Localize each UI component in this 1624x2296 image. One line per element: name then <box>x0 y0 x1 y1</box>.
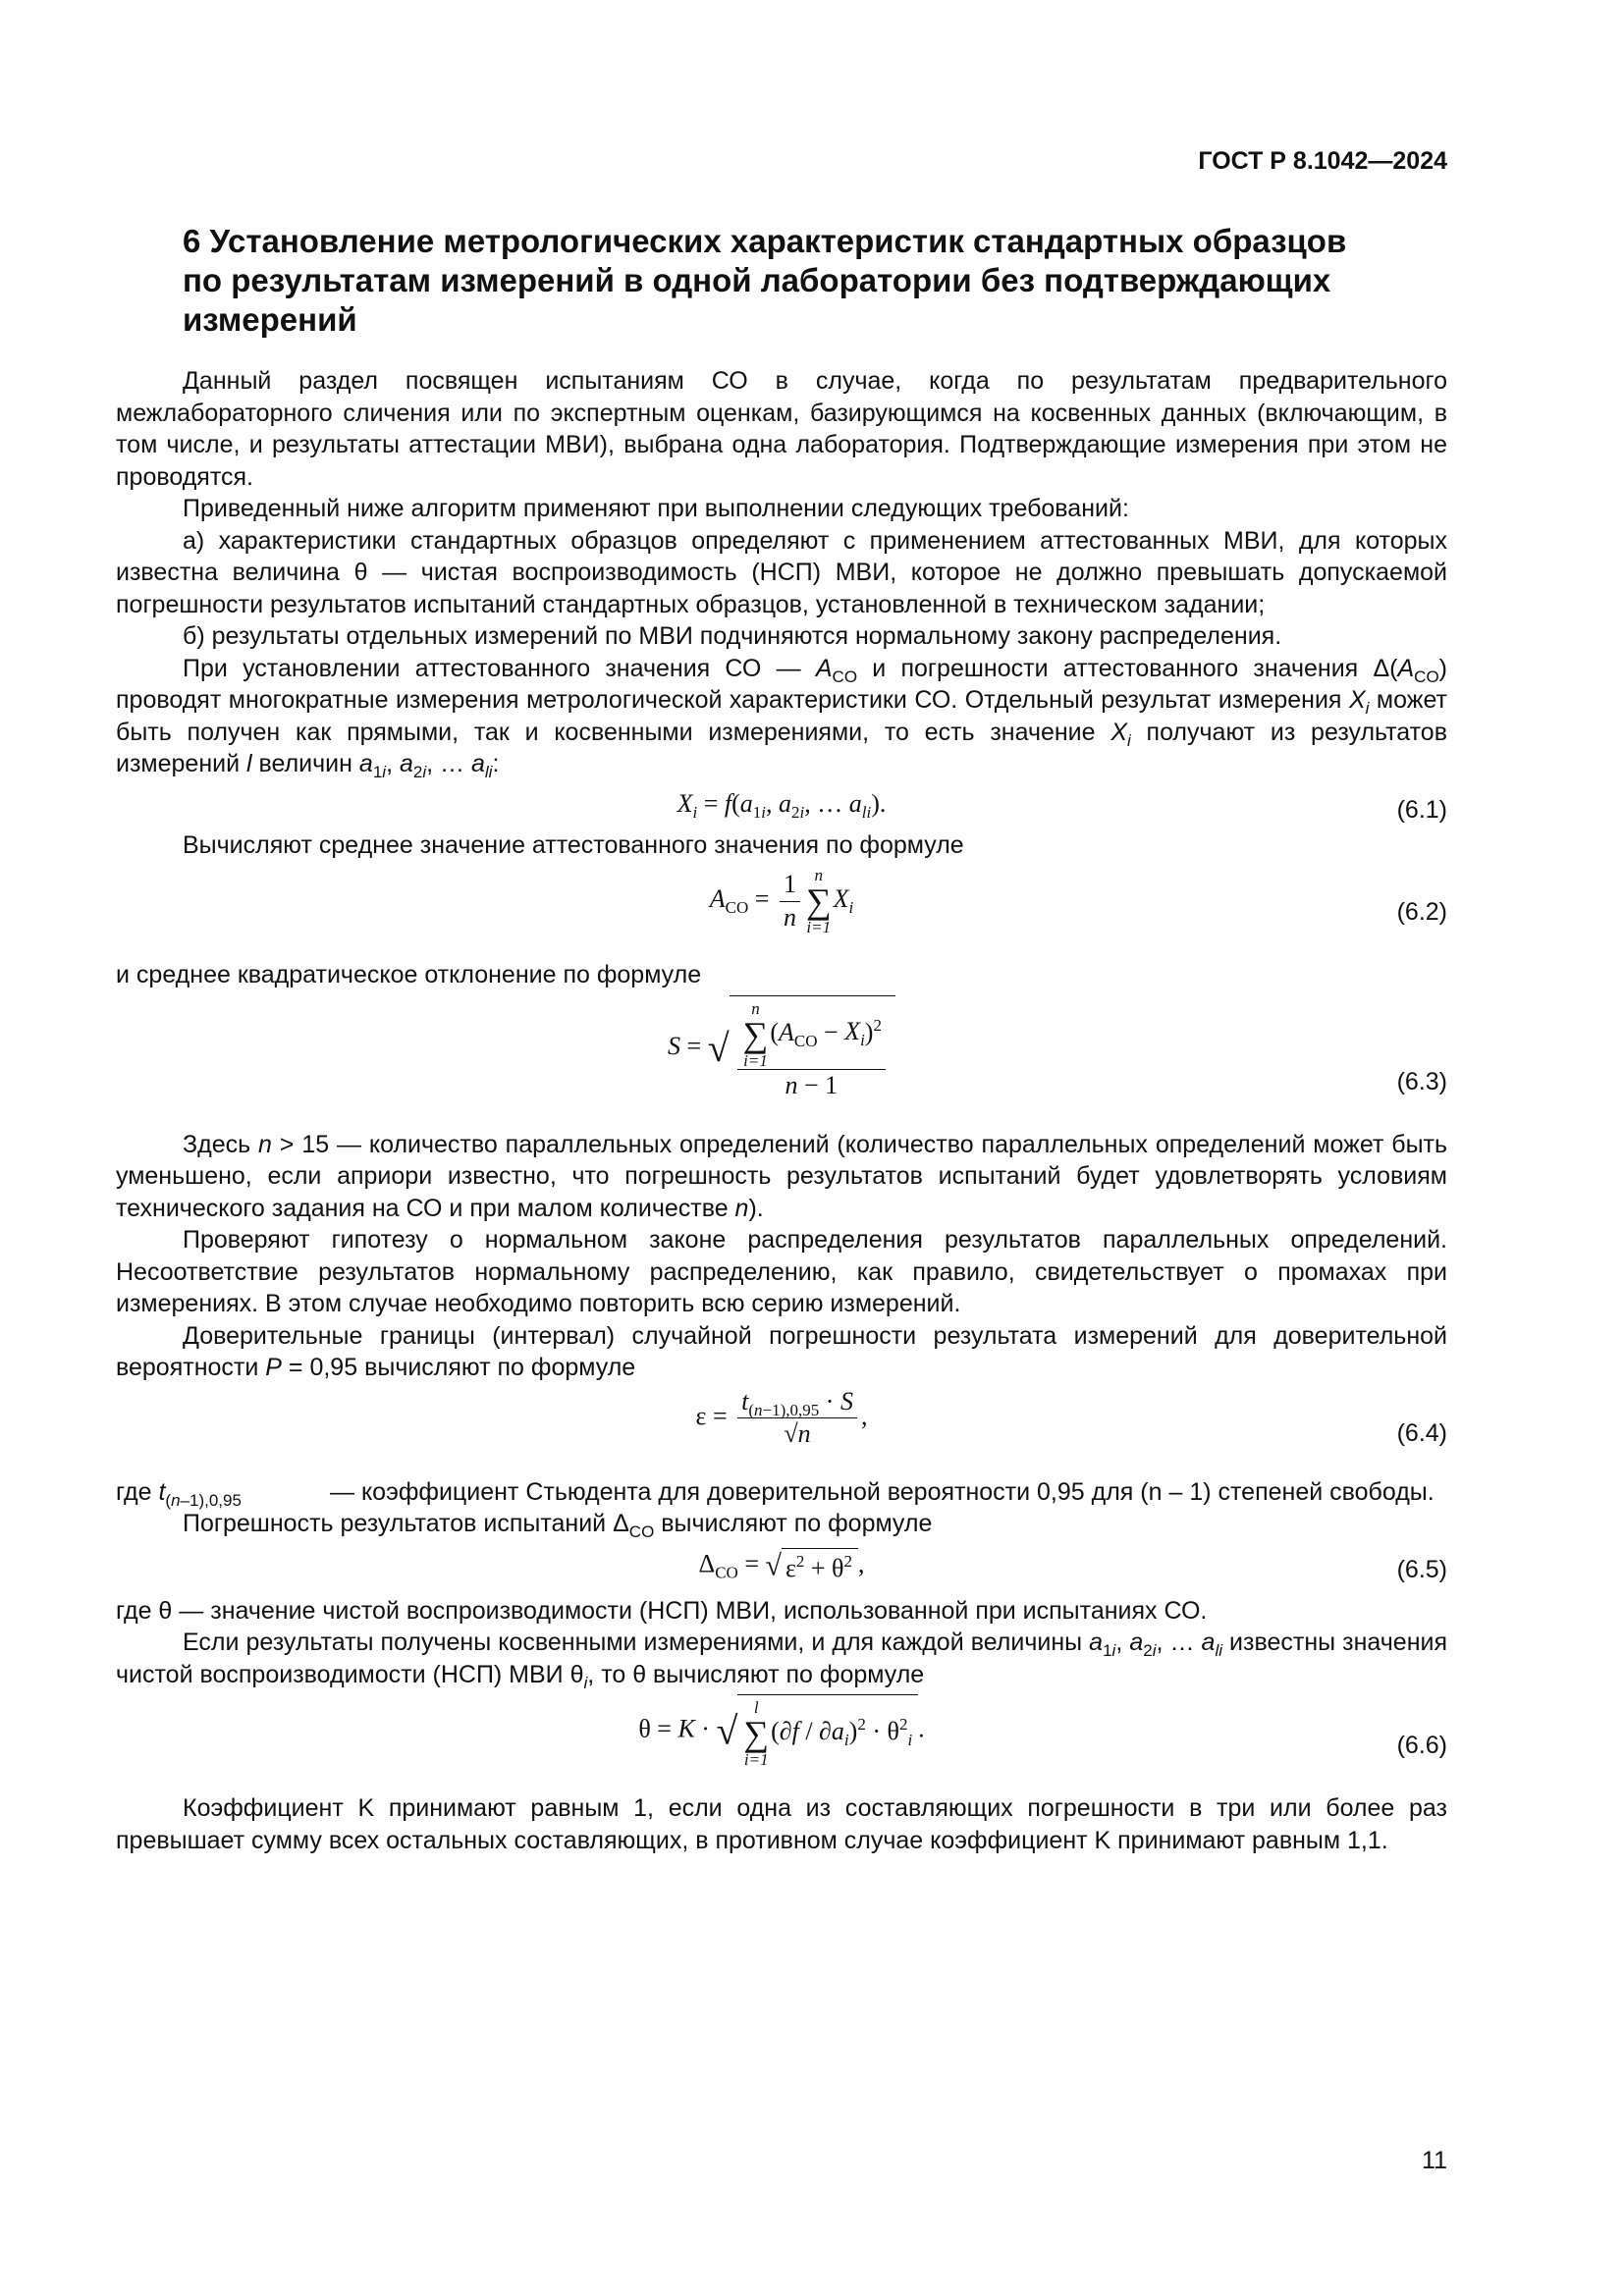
where-clause: где $t_{(n-1),0,95}$ — коэффициент Стьюдента для доверительной вероятности 0,95 для (n – 1) степеней свободы. <box>116 1477 1435 1510</box>
formula-6-5: $\Delta_{CO}$ = √ $\varepsilon^2 + \theta^2$ , (6.5) <box>116 1540 1447 1595</box>
formula-6-3: S = √ n ∑ i=1 $(A_{CO} - X_i)^2$ n − 1 (6.3) <box>116 991 1447 1129</box>
paragraph: Если результаты получены косвенными измерениями, и для каждой величины $a_{1i}$, $a_{2i}$, … $a_{li}$ известны значения чистой воспроизводимости (НСП) МВИ $\theta_i$, то θ вычисляют по формуле <box>116 1629 1448 1692</box>
paragraph: Здесь n > 15 — количество параллельных определений (количество параллельных определений может быть уменьшено, если априори известно, что погрешность результатов испытаний будет удовлетворять условиям технического задания на СО и при малом количестве n). <box>116 1130 1448 1222</box>
formula-number: (6.5) <box>1396 1555 1447 1583</box>
formula-6-2: $A_{CO}$ = $\frac{1}{n}$ n ∑ i=1 $X_i$ (6.2) <box>709 866 1447 936</box>
paragraph: Погрешность результатов испытаний $\Delta_{CO}$ вычисляют по формуле <box>183 1510 933 1541</box>
paragraph: и среднее квадратическое отклонение по формуле <box>116 961 702 988</box>
formula-number: (6.6) <box>1396 1732 1447 1759</box>
formula-number: (6.2) <box>1396 898 1447 926</box>
section-body <box>116 365 1447 1856</box>
where-clause: где θ — значение чистой воспроизводимости (НСП) МВИ, использованной при испытаниях СО. <box>116 1596 1208 1625</box>
formula-number: (6.1) <box>1396 795 1447 824</box>
standard-designation: ГОСТ Р 8.1042—2024 <box>1198 147 1447 175</box>
formula-6-6: θ = K · √ l ∑ i=1 $(\partial f / \partial a_i)^2 \cdot \theta^2_i$ . (6.6) <box>116 1690 1447 1792</box>
paragraph: При установлении аттестованного значения СО — $A_{CO}$ и погрешности аттестованного значения $\Delta(A_{CO})$ проводят многократные измерения метрологической характеристики СО. Отдельный результат измерения $X_i$ может быть получен как прямыми, так и косвенными измерениями, то есть значение $X_i$ получают из результатов измерений l величин $a_{1i}$, $a_{2i}$, … $a_{li}$: <box>116 654 1447 781</box>
paragraph: Коэффициент K принимают равным 1, если одна из составляющих погрешности в три или более раз превышает сумму всех остальных составляющих, в противном случае коэффициент K принимают равным 1,1. <box>116 1794 1447 1854</box>
paragraph: Данный раздел посвящен испытаниям СО в случае, когда по результатам предварительного межлабораторного сличения или по экспертным оценкам, базирующимся на косвенных данных (включающим, в том числе, и результаты аттестации МВИ), выбрана одна лаборатория. Подтверждающие измерения при этом не проводятся. <box>116 367 1447 491</box>
section-title: 6 Установление метрологических характеристик стандартных образцов по результатам измерений в одной лаборатории без подтверждающих измерений <box>183 223 1347 338</box>
page-number: 11 <box>1422 2147 1447 2174</box>
paragraph: Приведенный ниже алгоритм применяют при выполнении следующих требований: <box>183 495 1129 522</box>
paragraph: Вычисляют среднее значение аттестованного значения по формуле <box>183 830 964 859</box>
formula-number: (6.3) <box>1396 1067 1447 1095</box>
paragraph: Доверительные границы (интервал) случайной погрешности результата измерений для доверительной вероятности P = 0,95 вычисляют по формуле <box>116 1321 1447 1381</box>
formula-6-4: ε = $\frac{t_{(n-1),0,95} \cdot S}{√n}$ , (6.4) <box>695 1386 1447 1448</box>
formula-6-1: $X_i = f(a_{1i}$, $a_{2i}$, … $a_{li}$). (6.1) <box>116 780 1447 829</box>
list-item-b: б) результаты отдельных измерений по МВИ подчиняются нормальному закону распределения. <box>183 622 1282 650</box>
formula-number: (6.4) <box>1396 1418 1447 1447</box>
list-item-a: а) характеристики стандартных образцов определяют с применением аттестованных МВИ, для которых известна величина θ — чистая воспроизводимость (НСП) МВИ, которое не должно превышать допускаемой погрешности результатов испытаний стандартных образцов, установленной в техническом задании; <box>116 526 1447 618</box>
paragraph: Проверяют гипотезу о нормальном законе распределения результатов параллельных определений. Несоответствие результатов нормальному распределению, как правило, свидетельствует о промахах при измерениях. В этом случае необходимо повторить всю серию измерений. <box>116 1226 1447 1317</box>
